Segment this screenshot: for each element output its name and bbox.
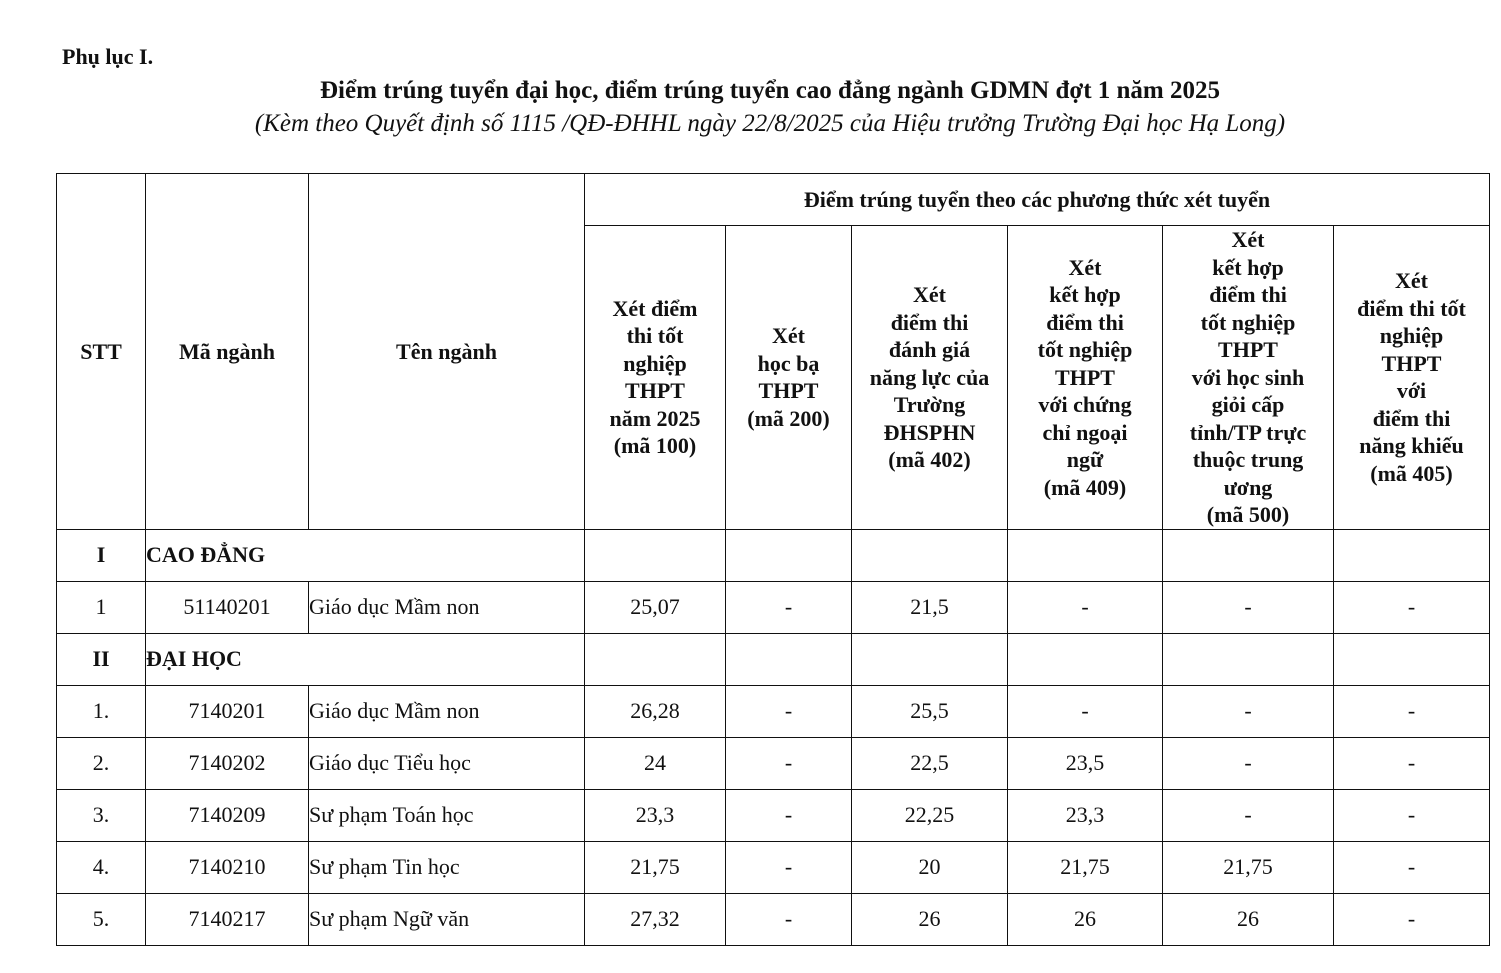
empty-cell [1163, 529, 1334, 581]
score-cell: - [1163, 685, 1334, 737]
score-cell: 22,5 [852, 737, 1008, 789]
method-402-header: Xét điểm thi đánh giá năng lực của Trường ĐHSPHN (mã 402) [852, 226, 1008, 530]
score-cell: 22,25 [852, 789, 1008, 841]
score-cell: - [1334, 841, 1490, 893]
empty-cell [852, 529, 1008, 581]
row-major-code: 7140201 [146, 685, 309, 737]
score-cell: - [1008, 685, 1163, 737]
score-cell: 23,5 [1008, 737, 1163, 789]
row-major-name: Sư phạm Ngữ văn [309, 893, 585, 945]
row-major-code: 7140210 [146, 841, 309, 893]
header-major-name: Tên ngành [309, 174, 585, 530]
empty-cell [1008, 529, 1163, 581]
row-major-code: 7140202 [146, 737, 309, 789]
score-cell: 26 [1008, 893, 1163, 945]
table-row [57, 841, 1490, 893]
header-major-code: Mã ngành [146, 174, 309, 530]
score-cell: - [1334, 737, 1490, 789]
table-row [57, 737, 1490, 789]
score-cell: 24 [585, 737, 726, 789]
empty-cell [852, 633, 1008, 685]
row-major-code: 51140201 [146, 581, 309, 633]
score-cell: - [1334, 581, 1490, 633]
section-title: ĐẠI HỌC [146, 633, 585, 685]
score-cell: - [1163, 789, 1334, 841]
score-cell: 21,75 [585, 841, 726, 893]
score-cell: - [726, 581, 852, 633]
row-stt: 2. [57, 737, 146, 789]
score-cell: 23,3 [1008, 789, 1163, 841]
row-major-code: 7140209 [146, 789, 309, 841]
table-row [57, 685, 1490, 737]
empty-cell [1334, 529, 1490, 581]
section-title: CAO ĐẲNG [146, 529, 585, 581]
row-major-name: Giáo dục Tiểu học [309, 737, 585, 789]
method-100-header: Xét điểm thi tốt nghiệp THPT năm 2025 (mã 100) [585, 226, 726, 530]
row-major-name: Sư phạm Toán học [309, 789, 585, 841]
document-subtitle: (Kèm theo Quyết định số 1115 /QĐ-ĐHHL ngày 22/8/2025 của Hiệu trưởng Trường Đại học Hạ Long) [254, 110, 1286, 137]
score-cell: - [1334, 685, 1490, 737]
score-cell: - [1163, 737, 1334, 789]
score-cell: - [1008, 581, 1163, 633]
score-cell: - [1334, 893, 1490, 945]
row-major-code: 7140217 [146, 893, 309, 945]
method-409-header: Xét kết hợp điểm thi tốt nghiệp THPT với chứng chỉ ngoại ngữ (mã 409) [1008, 226, 1163, 530]
header-method-group: Điểm trúng tuyển theo các phương thức xét tuyển [585, 174, 1490, 226]
score-cell: 20 [852, 841, 1008, 893]
section-row [57, 633, 1490, 685]
score-cell: 26 [852, 893, 1008, 945]
row-stt: 4. [57, 841, 146, 893]
empty-cell [726, 633, 852, 685]
section-number: I [57, 529, 146, 581]
score-cell: 25,5 [852, 685, 1008, 737]
section-number: II [57, 633, 146, 685]
empty-cell [585, 633, 726, 685]
score-cell: 27,32 [585, 893, 726, 945]
score-cell: - [726, 841, 852, 893]
score-cell: 21,75 [1163, 841, 1334, 893]
score-cell: 21,5 [852, 581, 1008, 633]
table-row [57, 893, 1490, 945]
empty-cell [1334, 633, 1490, 685]
score-cell: - [726, 737, 852, 789]
score-cell: - [726, 893, 852, 945]
score-cell: - [1334, 789, 1490, 841]
row-major-name: Giáo dục Mầm non [309, 685, 585, 737]
empty-cell [1163, 633, 1334, 685]
row-major-name: Giáo dục Mầm non [309, 581, 585, 633]
table-row [57, 581, 1490, 633]
empty-cell [726, 529, 852, 581]
row-stt: 1. [57, 685, 146, 737]
document-title: Điểm trúng tuyển đại học, điểm trúng tuyển cao đẳng ngành GDMN đợt 1 năm 2025 [319, 77, 1221, 104]
score-cell: 25,07 [585, 581, 726, 633]
empty-cell [585, 529, 726, 581]
score-cell: 26,28 [585, 685, 726, 737]
empty-cell [1008, 633, 1163, 685]
section-row [57, 529, 1490, 581]
row-stt: 1 [57, 581, 146, 633]
table-row [57, 789, 1490, 841]
row-stt: 3. [57, 789, 146, 841]
header-stt: STT [57, 174, 146, 530]
score-cell: 26 [1163, 893, 1334, 945]
method-405-header: Xét điểm thi tốt nghiệp THPT với điểm thi năng khiếu (mã 405) [1334, 226, 1490, 530]
appendix-label: Phụ lục I. [62, 44, 154, 69]
score-cell: - [726, 685, 852, 737]
row-major-name: Sư phạm Tin học [309, 841, 585, 893]
score-cell: 21,75 [1008, 841, 1163, 893]
method-200-header: Xét học bạ THPT (mã 200) [726, 226, 852, 530]
score-cell: 23,3 [585, 789, 726, 841]
score-cell: - [726, 789, 852, 841]
score-cell: - [1163, 581, 1334, 633]
admission-scores-table [56, 173, 1490, 946]
method-500-header: Xét kết hợp điểm thi tốt nghiệp THPT với học sinh giỏi cấp tỉnh/TP trực thuộc trung ương (mã 500) [1163, 226, 1334, 530]
row-stt: 5. [57, 893, 146, 945]
